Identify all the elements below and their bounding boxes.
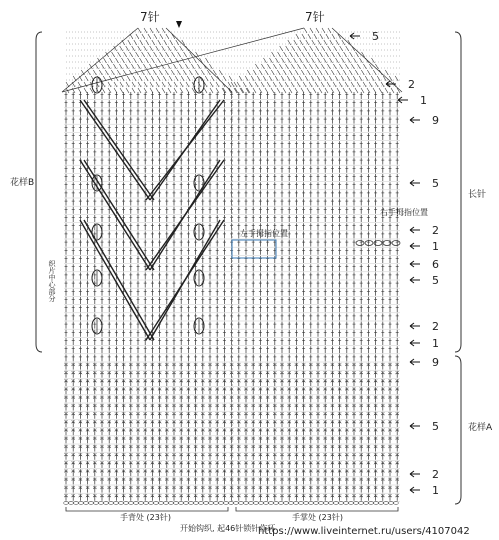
center-note: 织片中心部分 xyxy=(48,260,56,302)
row-arrow-icon xyxy=(398,97,408,103)
row-count: 2 xyxy=(408,78,415,91)
row-arrow-icon xyxy=(410,261,420,267)
row-arrow-icon xyxy=(410,227,420,233)
row-count: 2 xyxy=(432,320,439,333)
stitch-grid xyxy=(62,28,402,505)
back-of-hand-label: 手背处 (23针) xyxy=(120,513,171,522)
row-count: 5 xyxy=(432,177,439,190)
source-url: https://www.liveinternet.ru/users/4107042 xyxy=(258,526,470,537)
row-arrow-icon xyxy=(410,243,420,249)
right-bracket-a xyxy=(455,356,461,504)
left-pattern-b-label: 花样B xyxy=(10,178,35,188)
row-count: 2 xyxy=(432,468,439,481)
row-arrow-icon xyxy=(410,471,420,477)
row-count: 5 xyxy=(372,30,379,43)
row-count: 1 xyxy=(420,94,427,107)
palm-label: 手掌处 (23针) xyxy=(292,513,343,522)
row-arrow-icon xyxy=(410,423,420,429)
row-count: 6 xyxy=(432,258,439,271)
row-arrow-icon xyxy=(410,359,420,365)
row-arrow-icon xyxy=(410,340,420,346)
row-count: 2 xyxy=(432,224,439,237)
row-arrow-icon xyxy=(410,323,420,329)
row-count: 1 xyxy=(432,240,439,253)
row-count: 1 xyxy=(432,337,439,350)
right-pattern-a-label: 花样A xyxy=(468,423,493,433)
row-arrow-icon xyxy=(410,180,420,186)
start-instruction: 开始钩织, 起46针锁针作环 xyxy=(180,524,276,533)
row-arrow-icon xyxy=(410,277,420,283)
bottom-right-bracket xyxy=(236,507,398,511)
left-thumb-label: 左手拇指位置 xyxy=(240,229,288,238)
row-count: 5 xyxy=(432,274,439,287)
bottom-left-bracket xyxy=(66,507,228,511)
row-count: 9 xyxy=(432,356,439,369)
right-thumb-chain xyxy=(356,241,400,246)
right-bracket-length xyxy=(455,32,461,352)
right-thumb-label: 右手拇指位置 xyxy=(380,208,428,217)
start-arrow-icon xyxy=(176,21,182,28)
row-count: 9 xyxy=(432,114,439,127)
row-arrow-icon xyxy=(410,117,420,123)
left-bracket-b xyxy=(36,32,42,352)
row-arrow-icon xyxy=(410,487,420,493)
row-count: 1 xyxy=(432,484,439,497)
right-length-label: 长针 xyxy=(468,190,487,200)
top-left-stitch-count: 7针 xyxy=(140,10,160,24)
row-count: 5 xyxy=(432,420,439,433)
top-right-stitch-count: 7针 xyxy=(305,10,325,24)
